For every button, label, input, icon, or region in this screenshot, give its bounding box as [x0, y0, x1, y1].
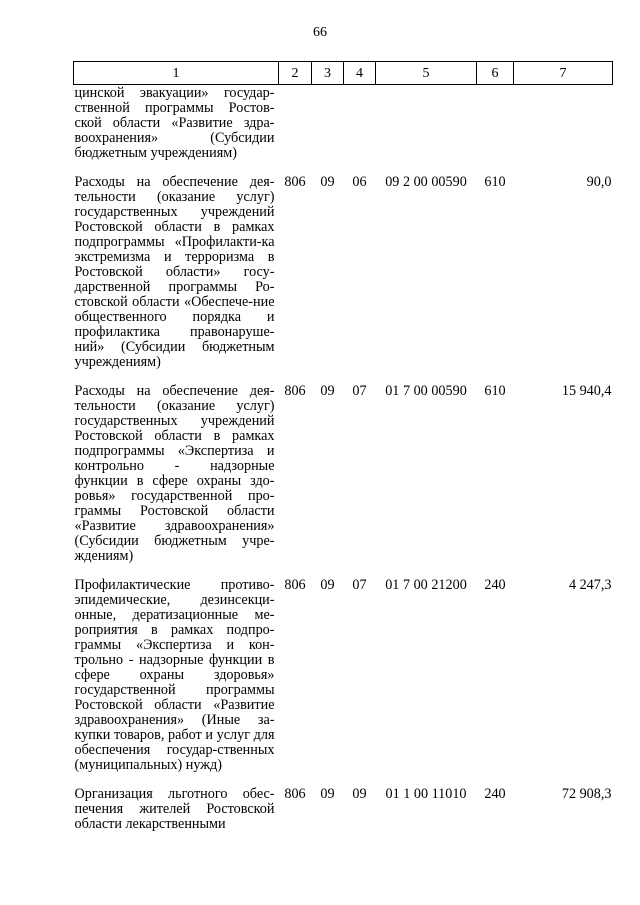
row-col-4: 07: [352, 577, 367, 593]
row-description: Расходы на обеспечение дея-тельности (оказание услуг) государственных учреждений Ростовской области в рамках подпрограммы «Экспертиза и контрольно - надзорные функции в сфере охраны здо-ровья» государственной про-граммы Ростовской области «Развитие здравоохранения» (Субсидии бюджетным учре-ждениям): [74, 383, 275, 564]
page-number: 66: [313, 25, 327, 40]
table-body: [74, 85, 613, 847]
row-description: Расходы на обеспечение дея-тельности (оказание услуг) государственных учреждений Ростовской области в рамках подпрограммы «Профилакти-ка экстремизма и терроризма в Ростовской области» госу-дарственной программы Ро-стовской области «Обеспече-ние общественного порядка и профилактика правонаруше-ний» (Субсидии бюджетным учреждениям): [74, 174, 275, 370]
row-col-2: [279, 85, 312, 176]
header-col-1: 1: [74, 62, 279, 85]
row-col-6: 240: [484, 577, 506, 593]
row-col-2: 806: [284, 174, 306, 190]
table-row: [74, 384, 613, 578]
row-col-7: 72 908,3: [561, 786, 612, 802]
row-col-5: 09 2 00 00590: [385, 174, 467, 190]
row-col-5: 01 7 00 21200: [385, 577, 467, 593]
row-col-3: 09: [320, 577, 335, 593]
table-row: [74, 85, 613, 176]
row-col-4: 06: [352, 174, 367, 190]
row-col-4: 07: [352, 383, 367, 399]
table-row: [74, 578, 613, 787]
row-col-3: 09: [320, 786, 335, 802]
row-col-7: [514, 85, 613, 176]
row-col-5: [376, 85, 477, 176]
row-col-5: 01 1 00 11010: [385, 786, 467, 802]
table-header: [74, 62, 613, 85]
row-col-2: 806: [284, 383, 306, 399]
row-description: Организация льготного обес-печения жителей Ростовской области лекарственными: [74, 786, 275, 832]
table-row: [74, 787, 613, 846]
row-col-6: 240: [484, 786, 506, 802]
row-col-2: 806: [284, 786, 306, 802]
header-row: [74, 62, 613, 85]
row-col-6: 610: [484, 383, 506, 399]
row-col-3: 09: [320, 174, 335, 190]
header-col-2: 2: [279, 62, 312, 85]
row-col-3: 09: [320, 383, 335, 399]
row-col-7: 90,0: [586, 174, 612, 190]
row-description: Профилактические противо-эпидемические, дезинсекци-онные, дератизационные ме-роприятия в рамках подпро-граммы «Экспертиза и кон-трольно - надзорные функции в сфере охраны здоровья» государственной программы Ростовской области «Развитие здравоохранения» (Иные за-купки товаров, работ и услуг для обеспечения государ-ственных (муниципальных) нужд): [74, 577, 275, 773]
header-col-4: 4: [344, 62, 376, 85]
header-col-6: 6: [477, 62, 514, 85]
row-description: цинской эвакуации» государ-ственной программы Ростов-ской области «Развитие здра-воохранения» (Субсидии бюджетным учреждениям): [74, 85, 275, 161]
row-col-6: 610: [484, 174, 506, 190]
row-col-5: 01 7 00 00590: [385, 383, 467, 399]
row-col-4: [344, 85, 376, 176]
row-col-3: [312, 85, 344, 176]
header-col-7: 7: [514, 62, 613, 85]
table-row: [74, 175, 613, 384]
budget-table: [73, 61, 613, 846]
row-col-7: 15 940,4: [561, 383, 612, 399]
row-col-6: [477, 85, 514, 176]
row-col-7: 4 247,3: [568, 577, 612, 593]
row-col-4: 09: [352, 786, 367, 802]
header-col-3: 3: [312, 62, 344, 85]
row-col-2: 806: [284, 577, 306, 593]
header-col-5: 5: [376, 62, 477, 85]
